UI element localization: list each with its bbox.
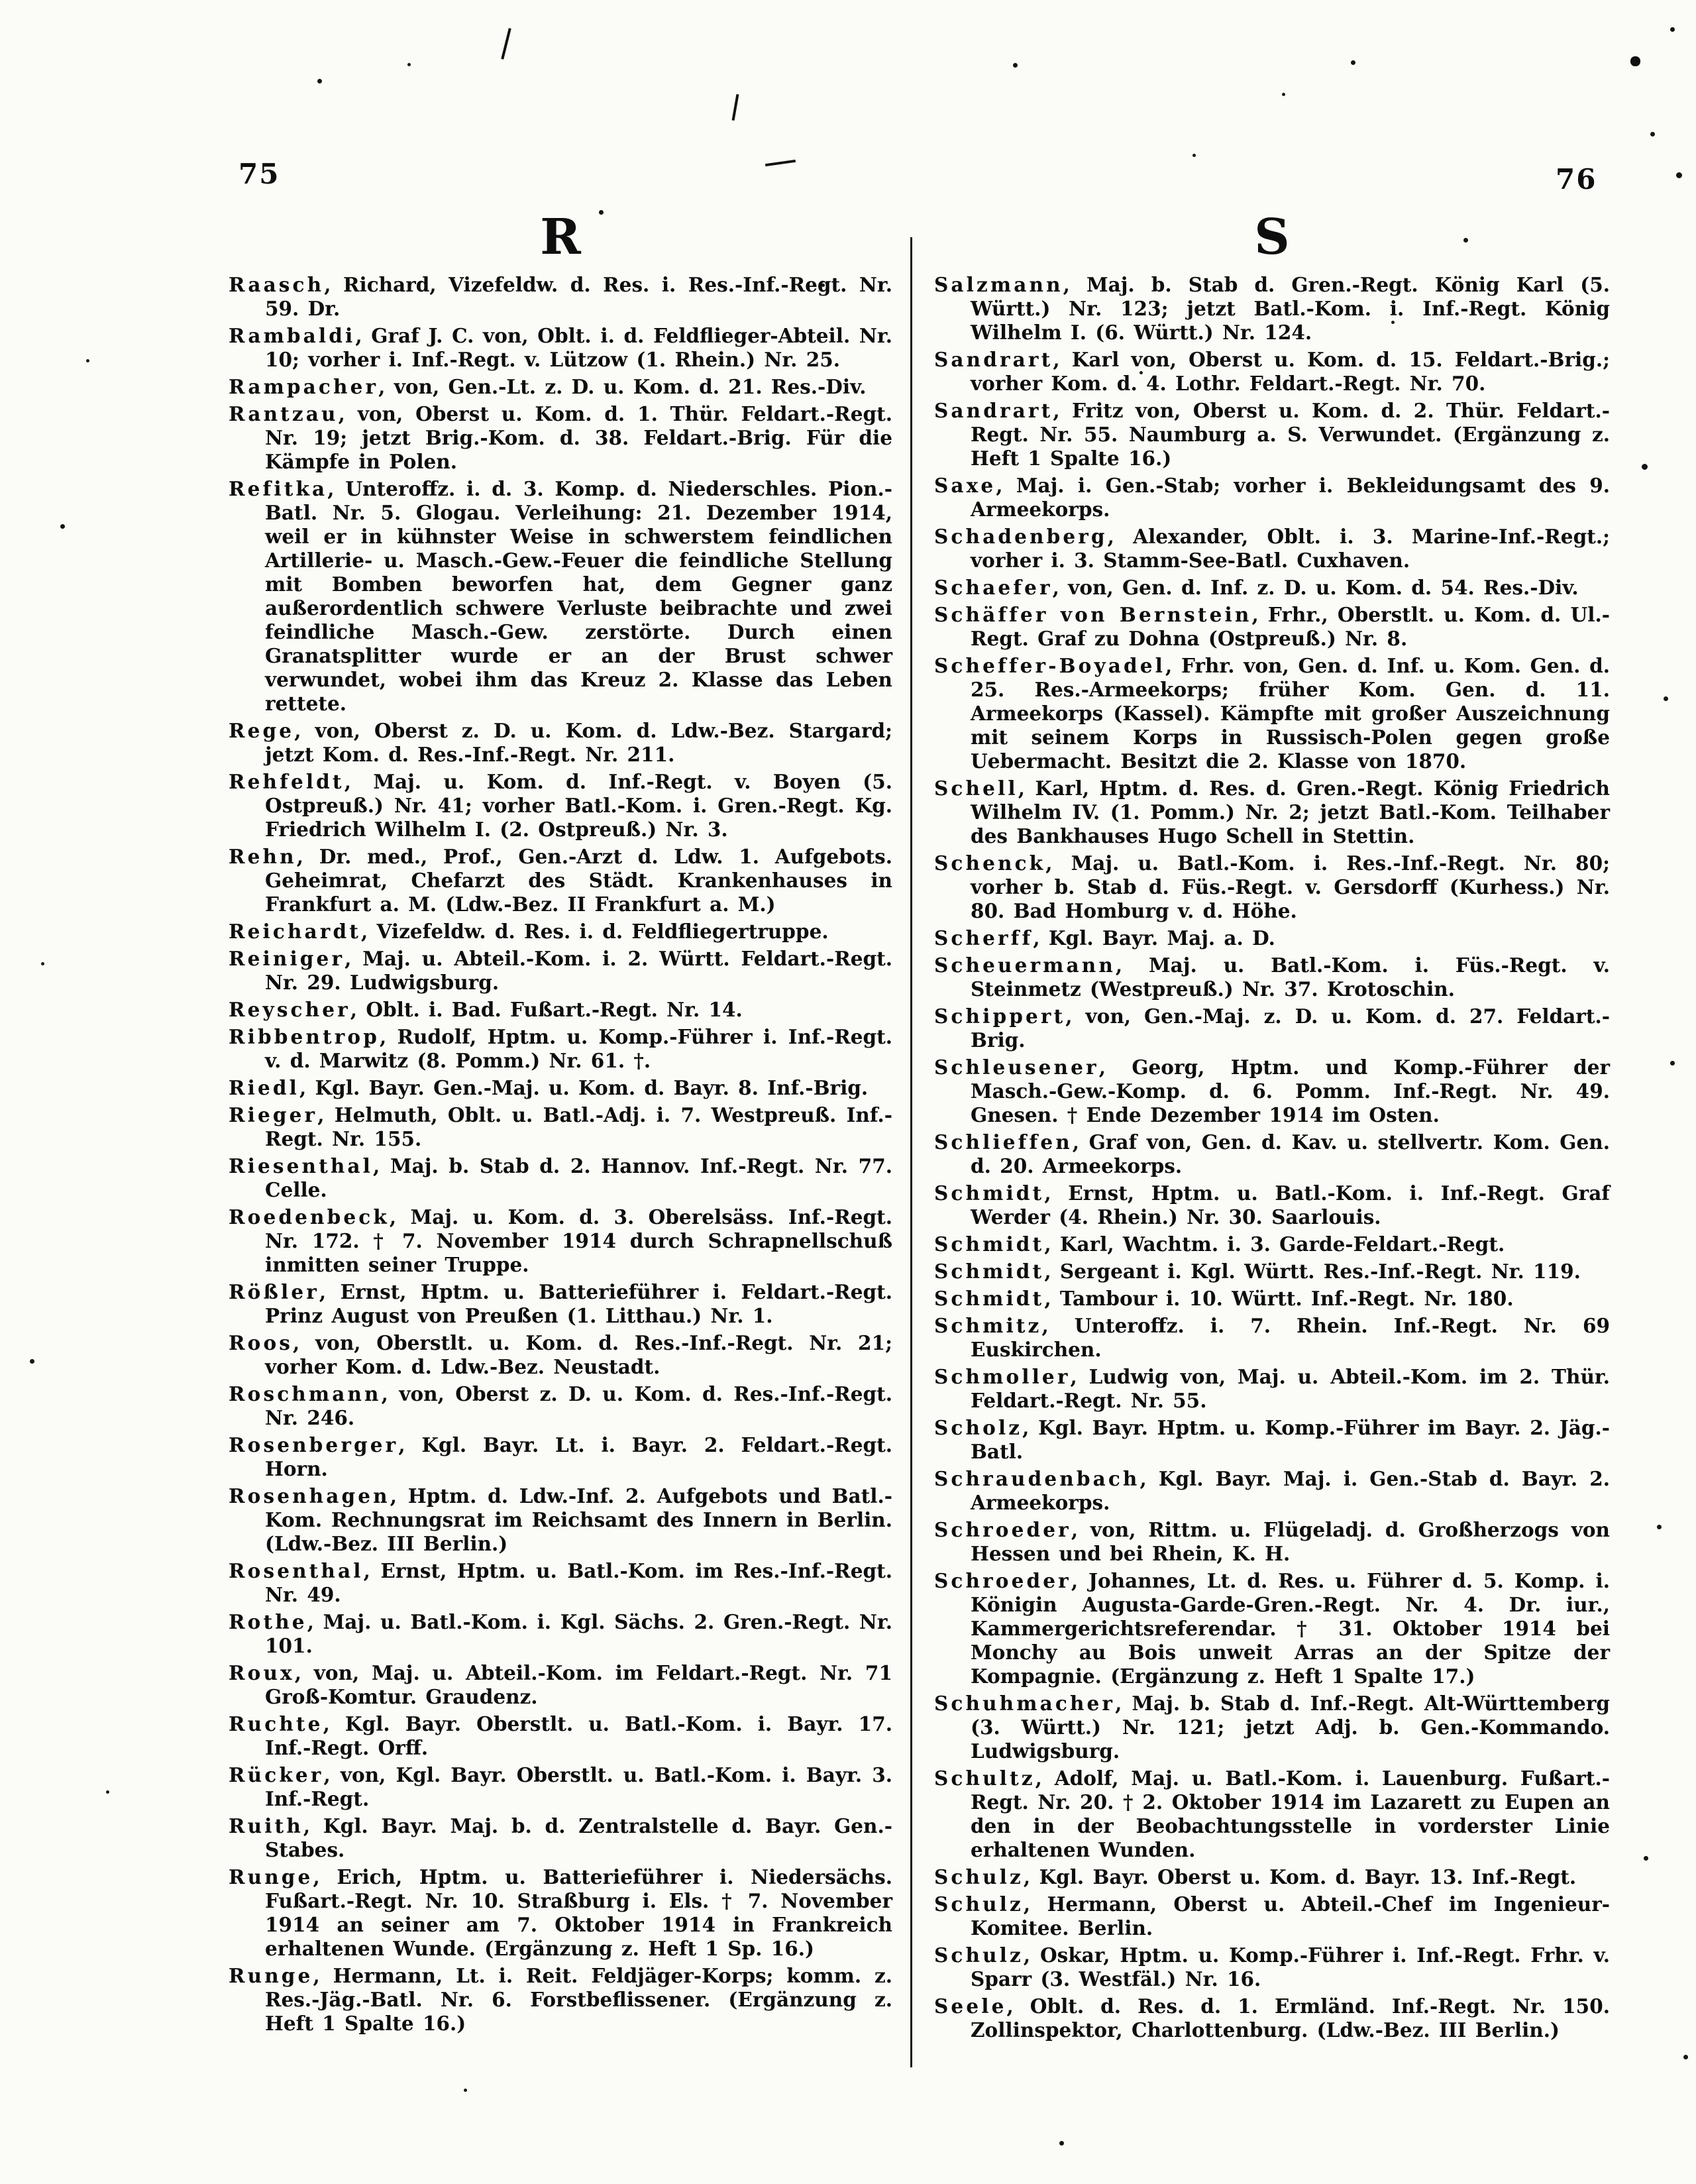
directory-entry: Sandrart, Karl von, Oberst u. Kom. d. 15. Feldart.-Brig.; vorher Kom. d. 4. Lothr. Feldart.-Regt. Nr. 70. xyxy=(934,348,1610,395)
entry-surname: Schell xyxy=(934,777,1018,800)
directory-entry: Schaefer, von, Gen. d. Inf. z. D. u. Kom. d. 54. Res.-Div. xyxy=(934,576,1579,599)
entry-surname: Ruchte xyxy=(229,1712,323,1735)
entry-surname: Rücker xyxy=(229,1763,324,1786)
directory-entry: Runge, Erich, Hptm. u. Batterieführer i. Niedersächs. Fußart.-Regt. Nr. 10. Straßburg i. Els. † 7. November 1914 an seiner am 7. Oktober 1914 in Frankreich erhaltenen Wunde. (Ergänzung z. Heft 1 Sp. 16.) xyxy=(229,1865,892,1960)
directory-entry: Refitka, Unteroffz. i. d. 3. Komp. d. Niederschles. Pion.-Batl. Nr. 5. Glogau. Verleihung: 21. Dezember 1914, weil er in kühnster Weise in schwerstem feindlichen Artillerie- u. Masch.-Gew.-Feuer die feindliche Stellung mit Bomben beworfen hat, dem Gegner ganz außerordentlich schwere Verluste beibrachte und zwei feindliche Masch.-Gew. zerstörte. Durch einen Granatsplitter wurde er an der Brust schwer verwundet, wobei ihm das Kreuz 2. Klasse das Leben rettete. xyxy=(229,477,892,715)
directory-entry: Rehfeldt, Maj. u. Kom. d. Inf.-Regt. v. Boyen (5. Ostpreuß.) Nr. 41; vorher Batl.-Kom. i. Gren.-Regt. Kg. Friedrich Wilhelm I. (2. Ostpreuß.) Nr. 3. xyxy=(229,770,892,841)
directory-entry: Ruchte, Kgl. Bayr. Oberstlt. u. Batl.-Kom. i. Bayr. 17. Inf.-Regt. Orff. xyxy=(229,1712,892,1759)
entry-surname: Refitka xyxy=(229,477,328,500)
entry-surname: Rieger xyxy=(229,1103,318,1126)
entry-surname: Rampacher xyxy=(229,375,379,398)
directory-entry: Seele, Oblt. d. Res. d. 1. Ermländ. Inf.-Regt. Nr. 150. Zollinspektor, Charlottenburg. (Ldw.-Bez. III Berlin.) xyxy=(934,1994,1610,2042)
entry-surname: Schuhmacher xyxy=(934,1692,1116,1715)
entry-surname: Schultz xyxy=(934,1767,1035,1790)
entry-surname: Rothe xyxy=(229,1610,307,1633)
directory-entry: Schenck, Maj. u. Batl.-Kom. i. Res.-Inf.-Regt. Nr. 80; vorher b. Stab d. Füs.-Regt. v. Gersdorff (Kurhess.) Nr. 80. Bad Homburg v. d. Höhe. xyxy=(934,851,1610,922)
directory-entry: Schmoller, Ludwig von, Maj. u. Abteil.-Kom. im 2. Thür. Feldart.-Regt. Nr. 55. xyxy=(934,1365,1610,1412)
entry-surname: Runge xyxy=(229,1865,313,1888)
scan-ink-mark xyxy=(732,94,739,121)
entry-surname: Schippert xyxy=(934,1005,1066,1028)
directory-entry: Schultz, Adolf, Maj. u. Batl.-Kom. i. Lauenburg. Fußart.-Regt. Nr. 20. † 2. Oktober 1914 im Lazarett zu Eupen an den in der Beobachtungsstelle in vorderster Linie erhaltenen Wunden. xyxy=(934,1767,1610,1861)
entry-surname: Salzmann xyxy=(934,273,1063,296)
directory-entry: Rücker, von, Kgl. Bayr. Oberstlt. u. Batl.-Kom. i. Bayr. 3. Inf.-Regt. xyxy=(229,1763,892,1810)
entry-surname: Scheuermann xyxy=(934,954,1116,977)
directory-entry: Sandrart, Fritz von, Oberst u. Kom. d. 2. Thür. Feldart.-Regt. Nr. 55. Naumburg a. S. Verwundet. (Ergänzung z. Heft 1 Spalte 16.) xyxy=(934,399,1610,470)
entry-surname: Schenck xyxy=(934,851,1046,875)
directory-entry: Saxe, Maj. i. Gen.-Stab; vorher i. Bekleidungsamt des 9. Armeekorps. xyxy=(934,474,1610,521)
directory-entry: Rosenthal, Ernst, Hptm. u. Batl.-Kom. im Res.-Inf.-Regt. Nr. 49. xyxy=(229,1559,892,1606)
entry-surname: Rambaldi xyxy=(229,324,356,347)
entry-surname: Schmitz xyxy=(934,1314,1042,1337)
entry-surname: Schraudenbach xyxy=(934,1467,1140,1490)
left-entries xyxy=(229,273,892,2036)
directory-entry: Rosenhagen, Hptm. d. Ldw.-Inf. 2. Aufgebots und Batl.-Kom. Rechnungsrat im Reichsamt des Innern in Berlin. (Ldw.-Bez. III Berlin.) xyxy=(229,1484,892,1555)
directory-entry: Ribbentrop, Rudolf, Hptm. u. Komp.-Führer i. Inf.-Regt. v. d. Marwitz (8. Pomm.) Nr. 61. †. xyxy=(229,1025,892,1072)
directory-entry: Schulz, Kgl. Bayr. Oberst u. Kom. d. Bayr. 13. Inf.-Regt. xyxy=(934,1865,1577,1888)
right-entries xyxy=(934,273,1610,2042)
entry-surname: Scholz xyxy=(934,1416,1023,1439)
entry-surname: Rehn xyxy=(229,845,297,868)
entry-surname: Schmidt xyxy=(934,1287,1045,1310)
entry-surname: Roux xyxy=(229,1661,295,1684)
directory-entry: Schmidt, Sergeant i. Kgl. Württ. Res.-Inf.-Regt. Nr. 119. xyxy=(934,1260,1581,1283)
page-number-right: 76 xyxy=(1556,163,1597,195)
directory-entry: Schlieffen, Graf von, Gen. d. Kav. u. stellvertr. Kom. Gen. d. 20. Armeekorps. xyxy=(934,1130,1610,1177)
entry-surname: Raasch xyxy=(229,273,325,296)
entry-surname: Scherff xyxy=(934,926,1034,950)
entry-surname: Schroeder xyxy=(934,1569,1071,1592)
entry-surname: Ruith xyxy=(229,1814,303,1837)
directory-entry: Rampacher, von, Gen.-Lt. z. D. u. Kom. d. 21. Res.-Div. xyxy=(229,375,867,398)
directory-entry: Scherff, Kgl. Bayr. Maj. a. D. xyxy=(934,926,1275,950)
left-column xyxy=(229,211,892,2039)
entry-surname: Schmidt xyxy=(934,1260,1045,1283)
directory-entry: Schulz, Oskar, Hptm. u. Komp.-Führer i. Inf.-Regt. Frhr. v. Sparr (3. Westfäl.) Nr. 16. xyxy=(934,1943,1610,1991)
directory-entry: Schuhmacher, Maj. b. Stab d. Inf.-Regt. Alt-Württemberg (3. Württ.) Nr. 121; jetzt Adj. b. Gen.-Kommando. Ludwigsburg. xyxy=(934,1692,1610,1763)
directory-entry: Runge, Hermann, Lt. i. Reit. Feldjäger-Korps; komm. z. Res.-Jäg.-Batl. Nr. 6. Forstbeflissener. (Ergänzung z. Heft 1 Spalte 16.) xyxy=(229,1964,892,2035)
entry-surname: Seele xyxy=(934,1994,1007,2018)
entry-surname: Schmidt xyxy=(934,1181,1045,1205)
page-number-left: 75 xyxy=(238,158,280,190)
entry-surname: Runge xyxy=(229,1964,313,1987)
entry-surname: Sandrart xyxy=(934,399,1053,422)
directory-entry: Rothe, Maj. u. Batl.-Kom. i. Kgl. Sächs. 2. Gren.-Regt. Nr. 101. xyxy=(229,1610,892,1657)
directory-entry: Rantzau, von, Oberst u. Kom. d. 1. Thür. Feldart.-Regt. Nr. 19; jetzt Brig.-Kom. d. 38. Feldart.-Brig. Für die Kämpfe in Polen. xyxy=(229,402,892,473)
entry-surname: Schaefer xyxy=(934,576,1053,599)
directory-entry: Roschmann, von, Oberst z. D. u. Kom. d. Res.-Inf.-Regt. Nr. 246. xyxy=(229,1382,892,1429)
entry-surname: Rößler xyxy=(229,1280,319,1303)
entry-surname: Roos xyxy=(229,1331,293,1354)
entry-surname: Roschmann xyxy=(229,1382,382,1405)
directory-entry: Schmitz, Unteroffz. i. 7. Rhein. Inf.-Regt. Nr. 69 Euskirchen. xyxy=(934,1314,1610,1361)
directory-entry: Raasch, Richard, Vizefeldw. d. Res. i. Res.-Inf.-Regt. Nr. 59. Dr. xyxy=(229,273,892,320)
entry-surname: Schulz xyxy=(934,1943,1024,1967)
scan-ink-mark xyxy=(765,160,796,166)
entry-surname: Schulz xyxy=(934,1892,1024,1916)
entry-surname: Schäffer von Bernstein xyxy=(934,603,1252,626)
directory-entry: Schroeder, Johannes, Lt. d. Res. u. Führer d. 5. Komp. i. Königin Augusta-Garde-Gren.-Regt. Nr. 4. Dr. iur., Kammergerichtsreferendar. † 31. Oktober 1914 bei Monchy au Bois unweit Arras an der Spitze der Kompagnie. (Ergänzung z. Heft 1 Spalte 17.) xyxy=(934,1569,1610,1688)
directory-entry: Rieger, Helmuth, Oblt. u. Batl.-Adj. i. 7. Westpreuß. Inf.-Regt. Nr. 155. xyxy=(229,1103,892,1150)
scan-ink-mark xyxy=(501,28,511,60)
directory-entry: Salzmann, Maj. b. Stab d. Gren.-Regt. König Karl (5. Württ.) Nr. 123; jetzt Batl.-Kom. i. Inf.-Regt. König Wilhelm I. (6. Württ.) Nr. 124. xyxy=(934,273,1610,344)
entry-surname: Roedenbeck xyxy=(229,1205,390,1228)
section-letter-r: R xyxy=(540,209,581,266)
scan-noise-speckles xyxy=(0,0,3,3)
entry-surname: Saxe xyxy=(934,474,996,497)
directory-entry: Reyscher, Oblt. i. Bad. Fußart.-Regt. Nr. 14. xyxy=(229,998,743,1021)
entry-surname: Schlieffen xyxy=(934,1130,1073,1154)
entry-surname: Sandrart xyxy=(934,348,1053,371)
directory-entry: Schleusener, Georg, Hptm. und Komp.-Führer der Masch.-Gew.-Komp. d. 6. Pomm. Inf.-Regt. Nr. 49. Gnesen. † Ende Dezember 1914 im Osten. xyxy=(934,1056,1610,1126)
entry-surname: Schleusener xyxy=(934,1056,1099,1079)
entry-surname: Schadenberg xyxy=(934,525,1108,548)
entry-surname: Reiniger xyxy=(229,947,345,970)
directory-entry: Rosenberger, Kgl. Bayr. Lt. i. Bayr. 2. Feldart.-Regt. Horn. xyxy=(229,1433,892,1480)
directory-entry: Ruith, Kgl. Bayr. Maj. b. d. Zentralstelle d. Bayr. Gen.-Stabes. xyxy=(229,1814,892,1861)
directory-entry: Scheuermann, Maj. u. Batl.-Kom. i. Füs.-Regt. v. Steinmetz (Westpreuß.) Nr. 37. Krotoschin. xyxy=(934,954,1610,1001)
directory-entry: Rößler, Ernst, Hptm. u. Batterieführer i. Feldart.-Regt. Prinz August von Preußen (1. Litthau.) Nr. 1. xyxy=(229,1280,892,1327)
directory-entry: Schell, Karl, Hptm. d. Res. d. Gren.-Regt. König Friedrich Wilhelm IV. (1. Pomm.) Nr. 2; jetzt Batl.-Kom. Teilhaber des Bankhauses Hugo Schell in Stettin. xyxy=(934,777,1610,847)
entry-surname: Rege xyxy=(229,719,295,742)
directory-entry: Schippert, von, Gen.-Maj. z. D. u. Kom. d. 27. Feldart.-Brig. xyxy=(934,1005,1610,1052)
directory-entry: Schmidt, Tambour i. 10. Württ. Inf.-Regt. Nr. 180. xyxy=(934,1287,1514,1310)
entry-surname: Rantzau xyxy=(229,402,339,425)
entry-surname: Reyscher xyxy=(229,998,350,1021)
directory-entry: Schulz, Hermann, Oberst u. Abteil.-Chef im Ingenieur-Komitee. Berlin. xyxy=(934,1892,1610,1939)
directory-entry: Roos, von, Oberstlt. u. Kom. d. Res.-Inf.-Regt. Nr. 21; vorher Kom. d. Ldw.-Bez. Neustadt. xyxy=(229,1331,892,1378)
entry-surname: Rosenhagen xyxy=(229,1484,390,1507)
entry-surname: Riesenthal xyxy=(229,1154,374,1177)
entry-surname: Schmoller xyxy=(934,1365,1071,1388)
entry-surname: Rosenthal xyxy=(229,1559,364,1582)
entry-surname: Schroeder xyxy=(934,1518,1071,1541)
right-column xyxy=(934,211,1610,2046)
directory-entry: Roedenbeck, Maj. u. Kom. d. 3. Oberelsäss. Inf.-Regt. Nr. 172. † 7. November 1914 durch Schrapnellschuß inmitten seiner Truppe. xyxy=(229,1205,892,1276)
directory-entry: Schroeder, von, Rittm. u. Flügeladj. d. Großherzogs von Hessen und bei Rhein, K. H. xyxy=(934,1518,1610,1565)
directory-entry: Rege, von, Oberst z. D. u. Kom. d. Ldw.-Bez. Stargard; jetzt Kom. d. Res.-Inf.-Regt. Nr. 211. xyxy=(229,719,892,766)
directory-entry: Rambaldi, Graf J. C. von, Oblt. i. d. Feldflieger-Abteil. Nr. 10; vorher i. Inf.-Regt. v. Lützow (1. Rhein.) Nr. 25. xyxy=(229,324,892,371)
entry-surname: Reichardt xyxy=(229,920,361,943)
entry-surname: Ribbentrop xyxy=(229,1025,380,1048)
directory-entry: Reiniger, Maj. u. Abteil.-Kom. i. 2. Württ. Feldart.-Regt. Nr. 29. Ludwigsburg. xyxy=(229,947,892,994)
directory-entry: Scheffer-Boyadel, Frhr. von, Gen. d. Inf. u. Kom. Gen. d. 25. Res.-Armeekorps; früher Kom. Gen. d. 11. Armeekorps (Kassel). Kämpfte mit großer Auszeichnung mit seinem Korps in Russisch-Polen gegen große Uebermacht. Besitzt die 2. Klasse von 1870. xyxy=(934,654,1610,773)
entry-surname: Rosenberger xyxy=(229,1433,399,1456)
entry-surname: Riedl xyxy=(229,1076,299,1099)
column-divider-rule xyxy=(910,237,912,2067)
entry-surname: Rehfeldt xyxy=(229,770,344,793)
entry-surname: Schmidt xyxy=(934,1232,1045,1256)
directory-entry: Riesenthal, Maj. b. Stab d. 2. Hannov. Inf.-Regt. Nr. 77. Celle. xyxy=(229,1154,892,1201)
entry-surname: Scheffer-Boyadel xyxy=(934,654,1165,677)
directory-entry: Reichardt, Vizefeldw. d. Res. i. d. Feldfliegertruppe. xyxy=(229,920,829,943)
directory-entry: Schmidt, Ernst, Hptm. u. Batl.-Kom. i. Inf.-Regt. Graf Werder (4. Rhein.) Nr. 30. Saarlouis. xyxy=(934,1181,1610,1228)
directory-entry: Rehn, Dr. med., Prof., Gen.-Arzt d. Ldw. 1. Aufgebots. Geheimrat, Chefarzt des Städt. Krankenhauses in Frankfurt a. M. (Ldw.-Bez. II Frankfurt a. M.) xyxy=(229,845,892,916)
directory-entry: Schmidt, Karl, Wachtm. i. 3. Garde-Feldart.-Regt. xyxy=(934,1232,1505,1256)
directory-entry: Riedl, Kgl. Bayr. Gen.-Maj. u. Kom. d. Bayr. 8. Inf.-Brig. xyxy=(229,1076,869,1099)
entry-surname: Schulz xyxy=(934,1865,1024,1888)
directory-entry: Scholz, Kgl. Bayr. Hptm. u. Komp.-Führer im Bayr. 2. Jäg.-Batl. xyxy=(934,1416,1610,1463)
directory-entry: Roux, von, Maj. u. Abteil.-Kom. im Feldart.-Regt. Nr. 71 Groß-Komtur. Graudenz. xyxy=(229,1661,892,1708)
directory-entry: Schäffer von Bernstein, Frhr., Oberstlt. u. Kom. d. Ul.-Regt. Graf zu Dohna (Ostpreuß.) Nr. 8. xyxy=(934,603,1610,650)
section-letter-s: S xyxy=(1254,209,1290,266)
directory-entry: Schadenberg, Alexander, Oblt. i. 3. Marine-Inf.-Regt.; vorher i. 3. Stamm-See-Batl. Cuxhaven. xyxy=(934,525,1610,572)
directory-entry: Schraudenbach, Kgl. Bayr. Maj. i. Gen.-Stab d. Bayr. 2. Armeekorps. xyxy=(934,1467,1610,1514)
